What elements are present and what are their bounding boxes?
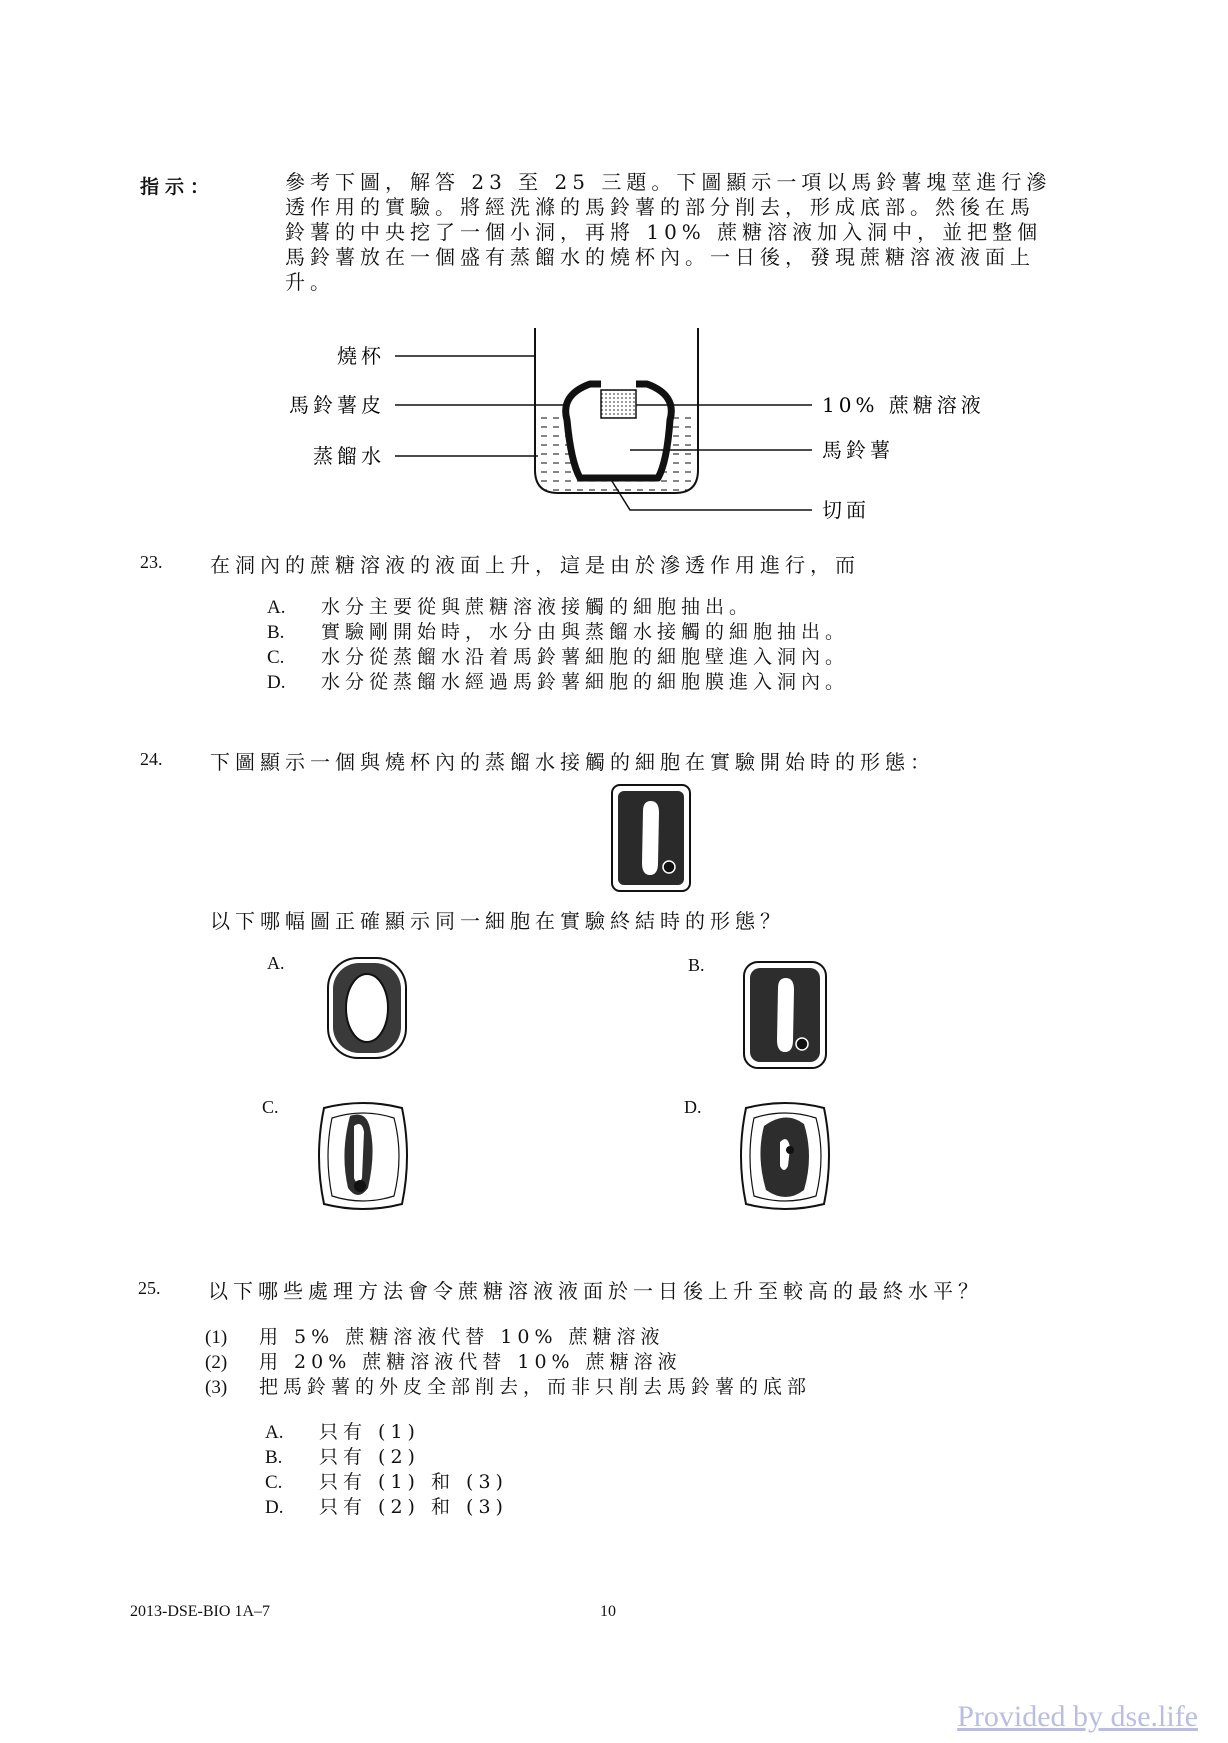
q23-number: 23. — [140, 552, 163, 572]
q24-number: 24. — [140, 749, 163, 769]
q24-option-b-cell[interactable] — [742, 960, 828, 1070]
q25-option-a[interactable]: A. 只有 (1) — [265, 1421, 420, 1443]
q25-statement: (1) 用 5% 蔗糖溶液代替 10% 蔗糖溶液 — [205, 1326, 665, 1348]
sucrose-hole — [601, 390, 636, 418]
q23-option-b[interactable]: B. 實驗剛開始時，水分由與蒸餾水接觸的細胞抽出。 — [267, 621, 850, 643]
instruction-line: 升。 — [285, 270, 335, 294]
q25-number: 25. — [138, 1278, 161, 1298]
q24-option-d-label[interactable]: D. — [684, 1097, 702, 1117]
q24-option-a-label[interactable]: A. — [267, 953, 285, 973]
instruction-label: 指示： — [140, 176, 216, 198]
label-potato-skin: 馬鈴薯皮 — [289, 393, 385, 417]
q25-option-d[interactable]: D. 只有 (2) 和 (3) — [265, 1496, 508, 1518]
q24-option-b-label[interactable]: B. — [688, 955, 705, 975]
watermark-link[interactable]: Provided by dse.life — [957, 1700, 1198, 1733]
q25-option-b[interactable]: B. 只有 (2) — [265, 1446, 420, 1468]
q23-stem: 在洞內的蔗糖溶液的液面上升，這是由於滲透作用進行，而 — [210, 553, 860, 577]
q25-options — [265, 1420, 508, 1520]
reference-cell-diagram — [610, 783, 692, 893]
q23-options — [267, 595, 849, 695]
q24-option-a-cell[interactable] — [326, 956, 408, 1060]
q23-option-c[interactable]: C. 水分從蒸餾水沿着馬鈴薯細胞的細胞壁進入洞內。 — [267, 646, 850, 668]
page-number: 10 — [600, 1603, 616, 1620]
exam-code: 2013-DSE-BIO 1A–7 — [130, 1603, 270, 1620]
label-sucrose: 10% 蔗糖溶液 — [822, 393, 985, 417]
instruction-line: 鈴薯的中央挖了一個小洞，再將 10% 蔗糖溶液加入洞中，並把整個 — [285, 220, 1043, 244]
q23-option-d[interactable]: D. 水分從蒸餾水經過馬鈴薯細胞的細胞膜進入洞內。 — [267, 671, 850, 693]
beaker-diagram — [0, 0, 1228, 560]
q25-statement: (3) 把馬鈴薯的外皮全部削去，而非只削去馬鈴薯的底部 — [205, 1376, 812, 1398]
q24-stem: 下圖顯示一個與燒杯內的蒸餾水接觸的細胞在實驗開始時的形態： — [210, 750, 935, 774]
instruction-line: 透作用的實驗。將經洗滌的馬鈴薯的部分削去，形成底部。然後在馬 — [285, 195, 1035, 219]
q24-question: 以下哪幅圖正確顯示同一細胞在實驗終結時的形態？ — [210, 909, 785, 933]
q24-option-c-label[interactable]: C. — [262, 1097, 279, 1117]
q25-statement: (2) 用 20% 蔗糖溶液代替 10% 蔗糖溶液 — [205, 1351, 682, 1373]
q24-option-c-cell[interactable] — [316, 1098, 410, 1214]
label-distilled-water: 蒸餾水 — [313, 444, 385, 468]
q24-option-d-cell[interactable] — [738, 1098, 832, 1214]
instruction-line: 馬鈴薯放在一個盛有蒸餾水的燒杯內。一日後，發現蔗糖溶液液面上 — [285, 245, 1035, 269]
instruction-line: 參考下圖，解答 23 至 25 三題。下圖顯示一項以馬鈴薯塊莖進行滲 — [285, 170, 1052, 194]
label-potato: 馬鈴薯 — [822, 438, 894, 462]
q23-option-a[interactable]: A. 水分主要從與蔗糖溶液接觸的細胞抽出。 — [267, 596, 754, 618]
label-cut-surface: 切面 — [822, 498, 870, 522]
q25-statements — [205, 1325, 811, 1400]
q25-stem: 以下哪些處理方法會令蔗糖溶液液面於一日後上升至較高的最終水平？ — [208, 1279, 983, 1303]
label-beaker: 燒杯 — [337, 344, 385, 368]
q25-option-c[interactable]: C. 只有 (1) 和 (3) — [265, 1471, 508, 1493]
